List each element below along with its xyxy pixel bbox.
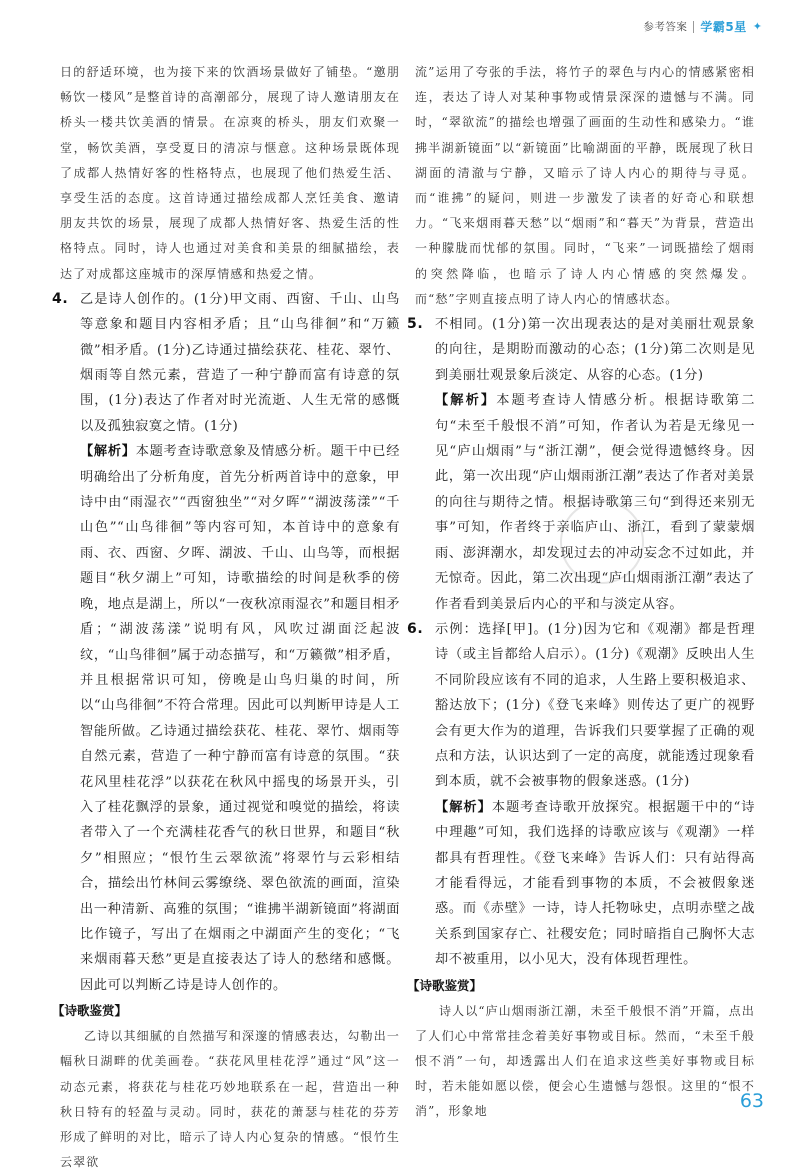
question-4-analysis bbox=[60, 439, 400, 998]
header-divider bbox=[693, 21, 694, 33]
poetry-appreciation-heading: 【诗歌鉴赏】 bbox=[407, 977, 483, 993]
page-header bbox=[643, 18, 762, 35]
page-number: 63 bbox=[739, 1090, 764, 1112]
question-number: 4. bbox=[52, 290, 69, 307]
question-number: 6. bbox=[407, 620, 424, 637]
question-4-answer bbox=[52, 287, 400, 439]
poetry-appreciation-heading: 【诗歌鉴赏】 bbox=[52, 1003, 128, 1019]
brand-star-icon: ✦ bbox=[752, 20, 762, 33]
left-column bbox=[52, 60, 401, 1175]
answer-text: 示例：选择[甲]。(1分)因为它和《观潮》都是哲理诗（或主旨都给人启示）。(1分)《观潮》反映出人生不同阶段应该有不同的追求，人生路上要积极追求、豁达放下；(1分)《登飞来峰》则传达了更广的视野会有更大作为的道理，告诉我们只要掌握了正确的观点和方法，认识达到了一定的高度，就能透过现象看到本质，就不会被事物的假象迷惑。(1分) bbox=[435, 621, 755, 790]
analysis-text: 本题考查诗歌开放探究。根据题干中的“诗中理趣”可知，我们选择的诗歌应该与《观潮》一样都具有哲理性。《登飞来峰》告诉人们：只有站得高才能看得远，才能看到事物的本质，不会被假象迷惑。而《赤壁》一诗，诗人托物咏史，点明赤壁之战关系到国家存亡、社稷安危；同时暗指自己胸怀大志却不被重用，以小见大，没有体现哲理性。 bbox=[435, 799, 756, 968]
right-column bbox=[407, 60, 756, 1125]
question-number: 5. bbox=[407, 316, 424, 333]
brand-logo: 学霸5星 bbox=[700, 20, 747, 34]
answer-text: 不相同。(1分)第一次出现表达的是对美丽壮观景象的向往，是期盼而激动的心态；(1分)第二次则是见到美丽壮观景象后淡定、从容的心态。(1分) bbox=[435, 317, 755, 383]
poetry-appreciation-text: 诗人以“庐山烟雨浙江潮，未至千般恨不消”开篇，点出了人们心中常常挂念着美好事物或目标。然而，“未至千般恨不消”一句，却透露出人们在追求这些美好事物或目标时，若未能如愿以偿，便会心生遗憾与怨恨。这里的“恨不消”，形象地 bbox=[415, 1003, 755, 1119]
question-6-analysis bbox=[415, 795, 755, 973]
analysis-tag: 【解析】 bbox=[80, 444, 136, 460]
analysis-tag: 【解析】 bbox=[435, 799, 492, 815]
poetry-appreciation-text: 乙诗以其细腻的自然描写和深邃的情感表达，勾勒出一幅秋日湖畔的优美画卷。“获花风里桂花浮”通过“风”这一动态元素，将获花与桂花巧妙地联系在一起，营造出一种秋日特有的轻盈与灵动。同时，获花的萧瑟与桂花的芬芳形成了鲜明的对比，暗示了诗人内心复杂的情感。“恨竹生云翠欲 bbox=[60, 1029, 400, 1170]
answer-text: 乙是诗人创作的。(1分)甲文雨、西窗、千山、山鸟等意象和题目内容相矛盾；且“山鸟徘徊”和“万籁微”相矛盾。(1分)乙诗通过描绘获花、桂花、翠竹、烟雨等自然元素，营造了一种宁静而富有诗意的氛围，(1分)表达了作者对时光流逝、人生无常的感慨以及孤独寂寞之情。(1分) bbox=[80, 291, 400, 434]
continuation-paragraph: 流”运用了夸张的手法，将竹子的翠色与内心的情感紧密相连，表达了诗人对某种事物或情景深深的遗憾与不满。同时，“翠欲流”的描绘也增强了画面的生动性和感染力。“谁拂半湖新镜面”以“新镜面”比喻湖面的平静，既展现了秋日湖面的清澈与宁静，又暗示了诗人内心的期待与寻觅。而“谁拂”的疑问，则进一步激发了读者的好奇心和联想力。“飞来烟雨暮天愁”以“烟雨”和“暮天”为背景，营造出一种朦胧而忧郁的氛围。同时，“飞来”一词既描绘了烟雨的突然降临，也暗示了诗人内心情感的突然爆发。而“愁”字则直接点明了诗人内心的情感状态。 bbox=[415, 65, 755, 306]
analysis-text: 本题考查诗歌意象及情感分析。题干中已经明确给出了分析角度，首先分析两首诗中的意象，甲诗中由“雨湿衣”“西窗独坐”“对夕晖”“湖波荡漾”“千山色”“山鸟徘徊”等内容可知，本首诗中的意象有雨、衣、西窗、夕晖、湖波、千山、山鸟等，而根据题目“秋夕湖上”可知，诗歌描绘的时间是秋季的傍晚，地点是湖上，所以“一夜秋凉雨湿衣”和题目相矛盾；“湖波荡漾”说明有风，风吹过湖面泛起波纹，“山鸟徘徊”属于动态描写，和“万籁微”相矛盾，并且根据常识可知，傍晚是山鸟归巢的时间，所以“山鸟徘徊”不符合常理。因此可以判断甲诗是人工智能所做。乙诗通过描绘获花、桂花、翠竹、烟雨等自然元素，营造了一种宁静而富有诗意的氛围。“获花风里桂花浮”以获花在秋风中摇曳的场景开头，引入了桂花飘浮的景象，通过视觉和嗅觉的描绘，将读者带入了一个充满桂花香气的秋日世界，和题目“秋夕”相照应；“恨竹生云翠欲流”将翠竹与云彩相结合，描绘出竹林间云雾缭绕、翠色欲流的画面，渲染出一种清新、高雅的氛围；“谁拂半湖新镜面”将湖面比作镜子，写出了在烟雨之中湖面产生的变化；“飞来烟雨暮天愁”更是直接表达了诗人的愁绪和感慨。因此可以判断乙诗是诗人创作的。 bbox=[80, 444, 401, 993]
intro-paragraph: 日的舒适环境，也为接下来的饮酒场景做好了铺垫。“邀朋畅饮一楼风”是整首诗的高潮部分，展现了诗人邀请朋友在桥头一楼共饮美酒的情景。在凉爽的桥头，朋友们欢聚一堂，畅饮美酒，享受夏日的清凉与惬意。这种场景既体现了成都人热情好客的性格特点，也展现了他们热爱生活、享受生活的态度。这首诗通过描绘成都人烹饪美食、邀请朋友共饮的场景，展现了成都人热情好客、热爱生活的性格特点。同时，诗人也通过对美食和美景的细腻描绘，表达了对成都这座城市的深厚情感和热爱之情。 bbox=[60, 65, 400, 281]
analysis-tag: 【解析】 bbox=[435, 393, 497, 409]
question-6-answer bbox=[407, 617, 755, 795]
question-5-analysis bbox=[415, 388, 755, 617]
question-5-answer bbox=[407, 312, 755, 388]
reference-answer-label: 参考答案 bbox=[643, 21, 688, 33]
analysis-text: 本题考查诗人情感分析。根据诗歌第二句“未至千般恨不消”可知，作者认为若是无缘见一见“庐山烟雨”与“浙江潮”，便会觉得遗憾终身。因此，第一次出现“庐山烟雨浙江潮”表达了作者对美景的向往与期待之情。根据诗歌第三句“到得还来别无事”可知，作者终于亲临庐山、浙江，看到了蒙蒙烟雨、澎湃潮水，却发现过去的冲动妄念不过如此，并无惊奇。因此，第二次出现“庐山烟雨浙江潮”表达了作者看到美景后内心的平和与淡定从容。 bbox=[435, 393, 755, 612]
